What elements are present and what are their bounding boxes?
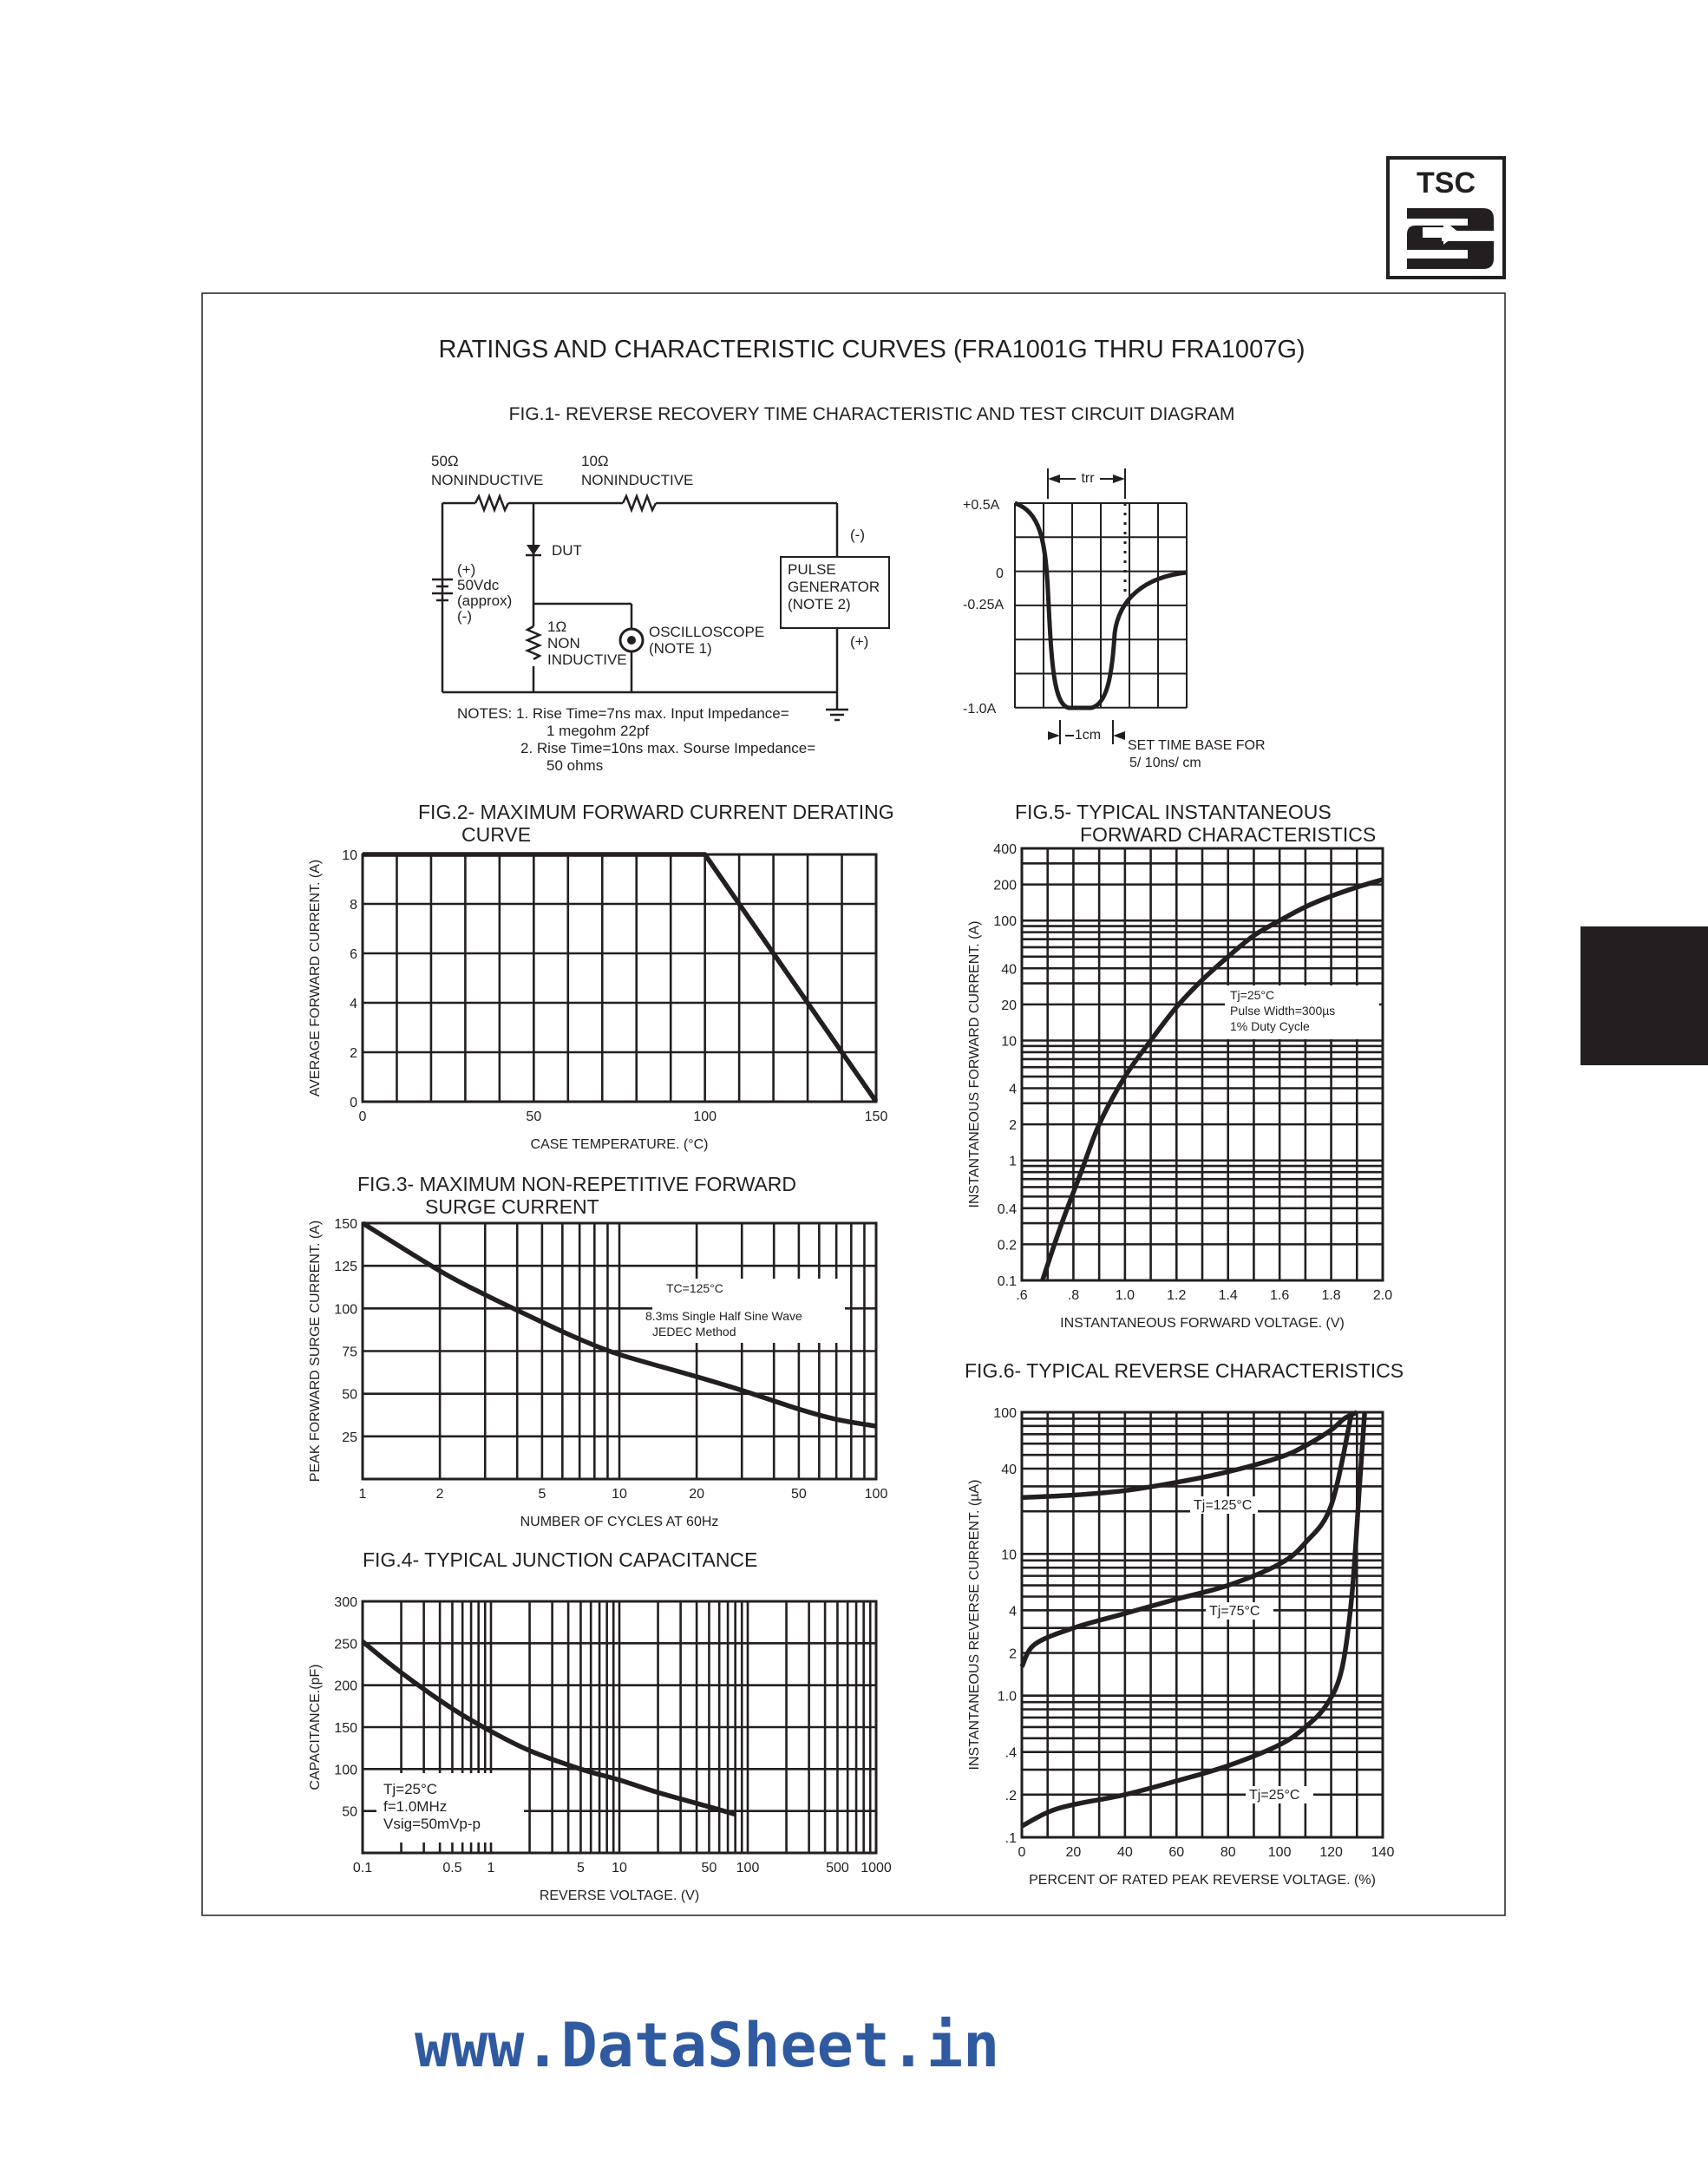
fig2-chart <box>308 801 894 1152</box>
pulse-1: PULSE <box>788 561 836 578</box>
fig6-xtick: 40 <box>1116 1845 1133 1860</box>
fig5-grid <box>1022 848 1383 1280</box>
fig6-title: FIG.6- TYPICAL REVERSE CHARACTERISTICS <box>965 1359 1404 1382</box>
fig5-ytick: 0.2 <box>997 1238 1017 1253</box>
note-4: 50 ohms <box>546 757 604 774</box>
fig6-xtick: 20 <box>1065 1845 1082 1860</box>
fig3-xtick: 2 <box>435 1487 444 1502</box>
fig6-ytick: 1.0 <box>997 1689 1017 1705</box>
fig4-ytick: 150 <box>334 1721 357 1736</box>
fig5-xtick: .6 <box>1016 1288 1028 1303</box>
fig4-xtick: 1 <box>487 1861 495 1875</box>
fig5-ytick: 100 <box>993 914 1017 930</box>
fig6-xtick: 80 <box>1220 1845 1236 1860</box>
fig5-ylabel: INSTANTANEOUS FORWARD CURRENT. (A) <box>967 920 982 1208</box>
r3-2: NON <box>547 635 580 651</box>
note-1: NOTES: 1. Rise Time=7ns max. Input Impedance= <box>457 705 789 722</box>
resistor-1ohm <box>527 626 540 659</box>
fig3-xtick: 5 <box>538 1487 546 1502</box>
fig3-ytick: 150 <box>334 1217 357 1232</box>
fig2-xtick: 150 <box>864 1109 888 1124</box>
fig4-xtick: 50 <box>701 1861 717 1875</box>
fig5-ytick: 40 <box>1001 962 1017 978</box>
cm-label: 1cm <box>1074 728 1102 743</box>
fig3-ytick: 75 <box>342 1345 357 1360</box>
fig4-xtick: 5 <box>576 1861 585 1875</box>
wave-zero: 0 <box>996 566 1004 581</box>
fig5-xtick: 1.0 <box>1115 1288 1135 1303</box>
src-2: 50Vdc <box>457 577 500 593</box>
fig6-ytick: 40 <box>1001 1462 1017 1477</box>
fig5-xlabel: INSTANTANEOUS FORWARD VOLTAGE. (V) <box>1060 1316 1345 1331</box>
fig3-xtick: 50 <box>790 1487 807 1502</box>
r3-3: INDUCTIVE <box>547 651 627 668</box>
pulse-3: (NOTE 2) <box>788 596 851 612</box>
dut-label: DUT <box>552 542 582 559</box>
r2-label: 10Ω <box>581 453 609 469</box>
r3-1: 1Ω <box>547 619 567 635</box>
fig2-ytick: 0 <box>350 1096 357 1110</box>
fig6-xtick: 100 <box>1267 1845 1292 1860</box>
fig1-title: FIG.1- REVERSE RECOVERY TIME CHARACTERISTIC AND TEST CIRCUIT DIAGRAM <box>508 404 1235 424</box>
timebase-2: 5/ 10ns/ cm <box>1129 756 1201 770</box>
fig6-xtick: 140 <box>1371 1845 1395 1860</box>
fig6-xtick: 60 <box>1168 1845 1185 1860</box>
fig2-xlabel: CASE TEMPERATURE. (°C) <box>530 1137 709 1152</box>
fig4-ytick: 250 <box>334 1637 357 1653</box>
fig5-title: FIG.5- TYPICAL INSTANTANEOUS <box>1015 801 1332 823</box>
fig3-xtick: 10 <box>612 1487 627 1502</box>
src-1: (+) <box>457 561 476 578</box>
fig5-chart <box>967 801 1392 1331</box>
fig4-xtick: 0.1 <box>352 1861 373 1875</box>
fig2-xtick: 0 <box>358 1109 367 1124</box>
fig3-xtick: 20 <box>689 1487 705 1502</box>
fig2-title: FIG.2- MAXIMUM FORWARD CURRENT DERATING <box>418 801 894 823</box>
fig2-ytick: 8 <box>350 898 357 913</box>
fig2-xtick: 50 <box>526 1109 542 1124</box>
dut-diode-icon <box>527 545 540 555</box>
fig3-xlabel: NUMBER OF CYCLES AT 60Hz <box>520 1515 719 1529</box>
timebase-1: SET TIME BASE FOR <box>1128 738 1266 753</box>
fig2-grid <box>363 854 876 1102</box>
fig4-annotation: f=1.0MHz <box>383 1798 448 1815</box>
fig4-xtick: 100 <box>736 1861 760 1875</box>
r2-sub: NONINDUCTIVE <box>581 472 694 488</box>
pulse-plus: (+) <box>850 633 869 650</box>
fig4-xtick: 1000 <box>861 1861 892 1875</box>
fig5-ytick: 200 <box>993 878 1017 893</box>
fig3-ylabel: PEAK FORWARD SURGE CURRENT. (A) <box>308 1220 323 1483</box>
fig5-ytick: 20 <box>1001 998 1017 1013</box>
side-tab <box>1580 926 1708 1065</box>
fig6-ytick: 2 <box>1009 1646 1017 1662</box>
fig3-xtick: 1 <box>358 1487 367 1502</box>
fig4-chart <box>308 1548 892 1903</box>
wave-minus025: -0.25A <box>963 598 1005 612</box>
fig2-xtick: 100 <box>693 1109 717 1124</box>
r1-label: 50Ω <box>431 453 459 469</box>
fig5-xtick: 1.8 <box>1321 1288 1341 1303</box>
fig2-ytick: 2 <box>350 1046 357 1061</box>
fig4-xtick: 10 <box>612 1861 627 1875</box>
fig2-ytick: 6 <box>350 947 357 962</box>
fig2-series-0 <box>363 854 876 1102</box>
src-4: (-) <box>457 608 472 625</box>
fig6-xtick: 120 <box>1319 1845 1343 1860</box>
fig4-ytick: 50 <box>342 1804 357 1820</box>
fig5-xtick: 1.6 <box>1270 1288 1290 1303</box>
fig1 <box>431 404 1266 774</box>
fig5-annotation: Pulse Width=300µs <box>1230 1004 1336 1018</box>
fig6-series-label: Tj=125°C <box>1194 1498 1253 1513</box>
fig5-ytick: 4 <box>1009 1082 1017 1097</box>
fig6-series-label: Tj=25°C <box>1249 1788 1300 1803</box>
fig4-ytick: 200 <box>334 1679 357 1694</box>
fig6-ylabel: INSTANTANEOUS REVERSE CURRENT. (µA) <box>967 1479 982 1771</box>
r1-sub: NONINDUCTIVE <box>431 472 544 488</box>
fig2-ytick: 10 <box>342 848 357 863</box>
fig3-title: FIG.3- MAXIMUM NON-REPETITIVE FORWARD <box>357 1173 797 1195</box>
osc-2: (NOTE 1) <box>649 640 712 657</box>
fig6-ytick: .2 <box>1005 1788 1017 1803</box>
fig4-ylabel: CAPACITANCE.(pF) <box>308 1664 323 1790</box>
fig5-ytick: 2 <box>1009 1118 1017 1134</box>
fig4-ytick: 300 <box>334 1595 357 1610</box>
src-3: (approx) <box>457 592 513 609</box>
fig4-ytick: 100 <box>334 1763 357 1778</box>
fig6-ytick: .1 <box>1005 1831 1017 1846</box>
fig5-ytick: 0.4 <box>997 1201 1017 1217</box>
fig4-xlabel: REVERSE VOLTAGE. (V) <box>539 1888 700 1903</box>
fig3-annotation: JEDEC Method <box>652 1325 736 1339</box>
note-3: 2. Rise Time=10ns max. Sourse Impedance= <box>520 740 816 756</box>
fig4-title: FIG.4- TYPICAL JUNCTION CAPACITANCE <box>363 1548 758 1571</box>
fig5-xtick: 1.2 <box>1167 1288 1187 1303</box>
pulse-minus: (-) <box>850 527 865 543</box>
tsc-logo <box>1388 158 1504 278</box>
fig6-ytick: 10 <box>1001 1548 1017 1563</box>
fig5-ytick: 0.1 <box>997 1274 1017 1289</box>
fig5-annotation: 1% Duty Cycle <box>1230 1019 1310 1033</box>
fig6-ytick: 100 <box>993 1406 1017 1421</box>
fig3-annotation: TC=125°C <box>666 1281 723 1295</box>
fig4-xtick: 0.5 <box>442 1861 462 1875</box>
fig5-ytick: 400 <box>993 842 1017 857</box>
fig6-ytick: 4 <box>1009 1604 1017 1620</box>
fig3-ytick: 125 <box>334 1260 357 1275</box>
fig5-title: FORWARD CHARACTERISTICS <box>1080 823 1377 846</box>
fig3-grid <box>363 1223 876 1479</box>
fig6-xtick: 0 <box>1018 1845 1026 1860</box>
fig4-annotation: Tj=25°C <box>383 1781 438 1797</box>
trr-label: trr <box>1081 471 1095 486</box>
logo-text: TSC <box>1417 167 1476 200</box>
fig2-ytick: 4 <box>350 997 357 1011</box>
fig3-title: SURGE CURRENT <box>425 1195 599 1218</box>
fig6-xlabel: PERCENT OF RATED PEAK REVERSE VOLTAGE. (%) <box>1029 1873 1376 1888</box>
fig3-ytick: 25 <box>342 1430 357 1445</box>
fig2-ylabel: AVERAGE FORWARD CURRENT. (A) <box>308 859 323 1097</box>
resistor-10ohm <box>623 496 656 510</box>
page-title: RATINGS AND CHARACTERISTIC CURVES (FRA1001G THRU FRA1007G) <box>438 336 1306 363</box>
note-2: 1 megohm 22pf <box>546 723 650 739</box>
fig5-xtick: 2.0 <box>1372 1288 1393 1303</box>
fig6-chart <box>965 1359 1404 1888</box>
fig5-xtick: .8 <box>1067 1288 1080 1303</box>
resistor-50ohm <box>475 496 508 510</box>
osc-1: OSCILLOSCOPE <box>649 624 765 640</box>
fig2-title: CURVE <box>461 823 532 846</box>
fig5-ytick: 1 <box>1009 1154 1017 1169</box>
watermark: www.DataSheet.in <box>415 2010 1000 2081</box>
fig6-ytick: .4 <box>1005 1745 1017 1761</box>
fig5-xtick: 1.4 <box>1218 1288 1238 1303</box>
fig3-annotation: 8.3ms Single Half Sine Wave <box>645 1309 802 1323</box>
fig5-annotation: Tj=25°C <box>1230 988 1275 1002</box>
fig3-ytick: 50 <box>342 1387 357 1403</box>
fig5-ytick: 10 <box>1001 1034 1017 1050</box>
fig4-annotation: Vsig=50mVp-p <box>383 1816 481 1832</box>
pulse-2: GENERATOR <box>788 579 880 595</box>
fig3-xtick: 100 <box>864 1487 888 1502</box>
recovery-waveform <box>963 468 1266 770</box>
fig3-ytick: 100 <box>334 1302 357 1318</box>
wave-minus1: -1.0A <box>963 702 997 717</box>
fig4-xtick: 500 <box>826 1861 849 1875</box>
fig6-series-label: Tj=75°C <box>1209 1604 1260 1619</box>
wave-plus05: +0.5A <box>963 498 1000 513</box>
fig2-plot-area <box>363 854 876 1102</box>
fig3-chart <box>308 1173 887 1529</box>
